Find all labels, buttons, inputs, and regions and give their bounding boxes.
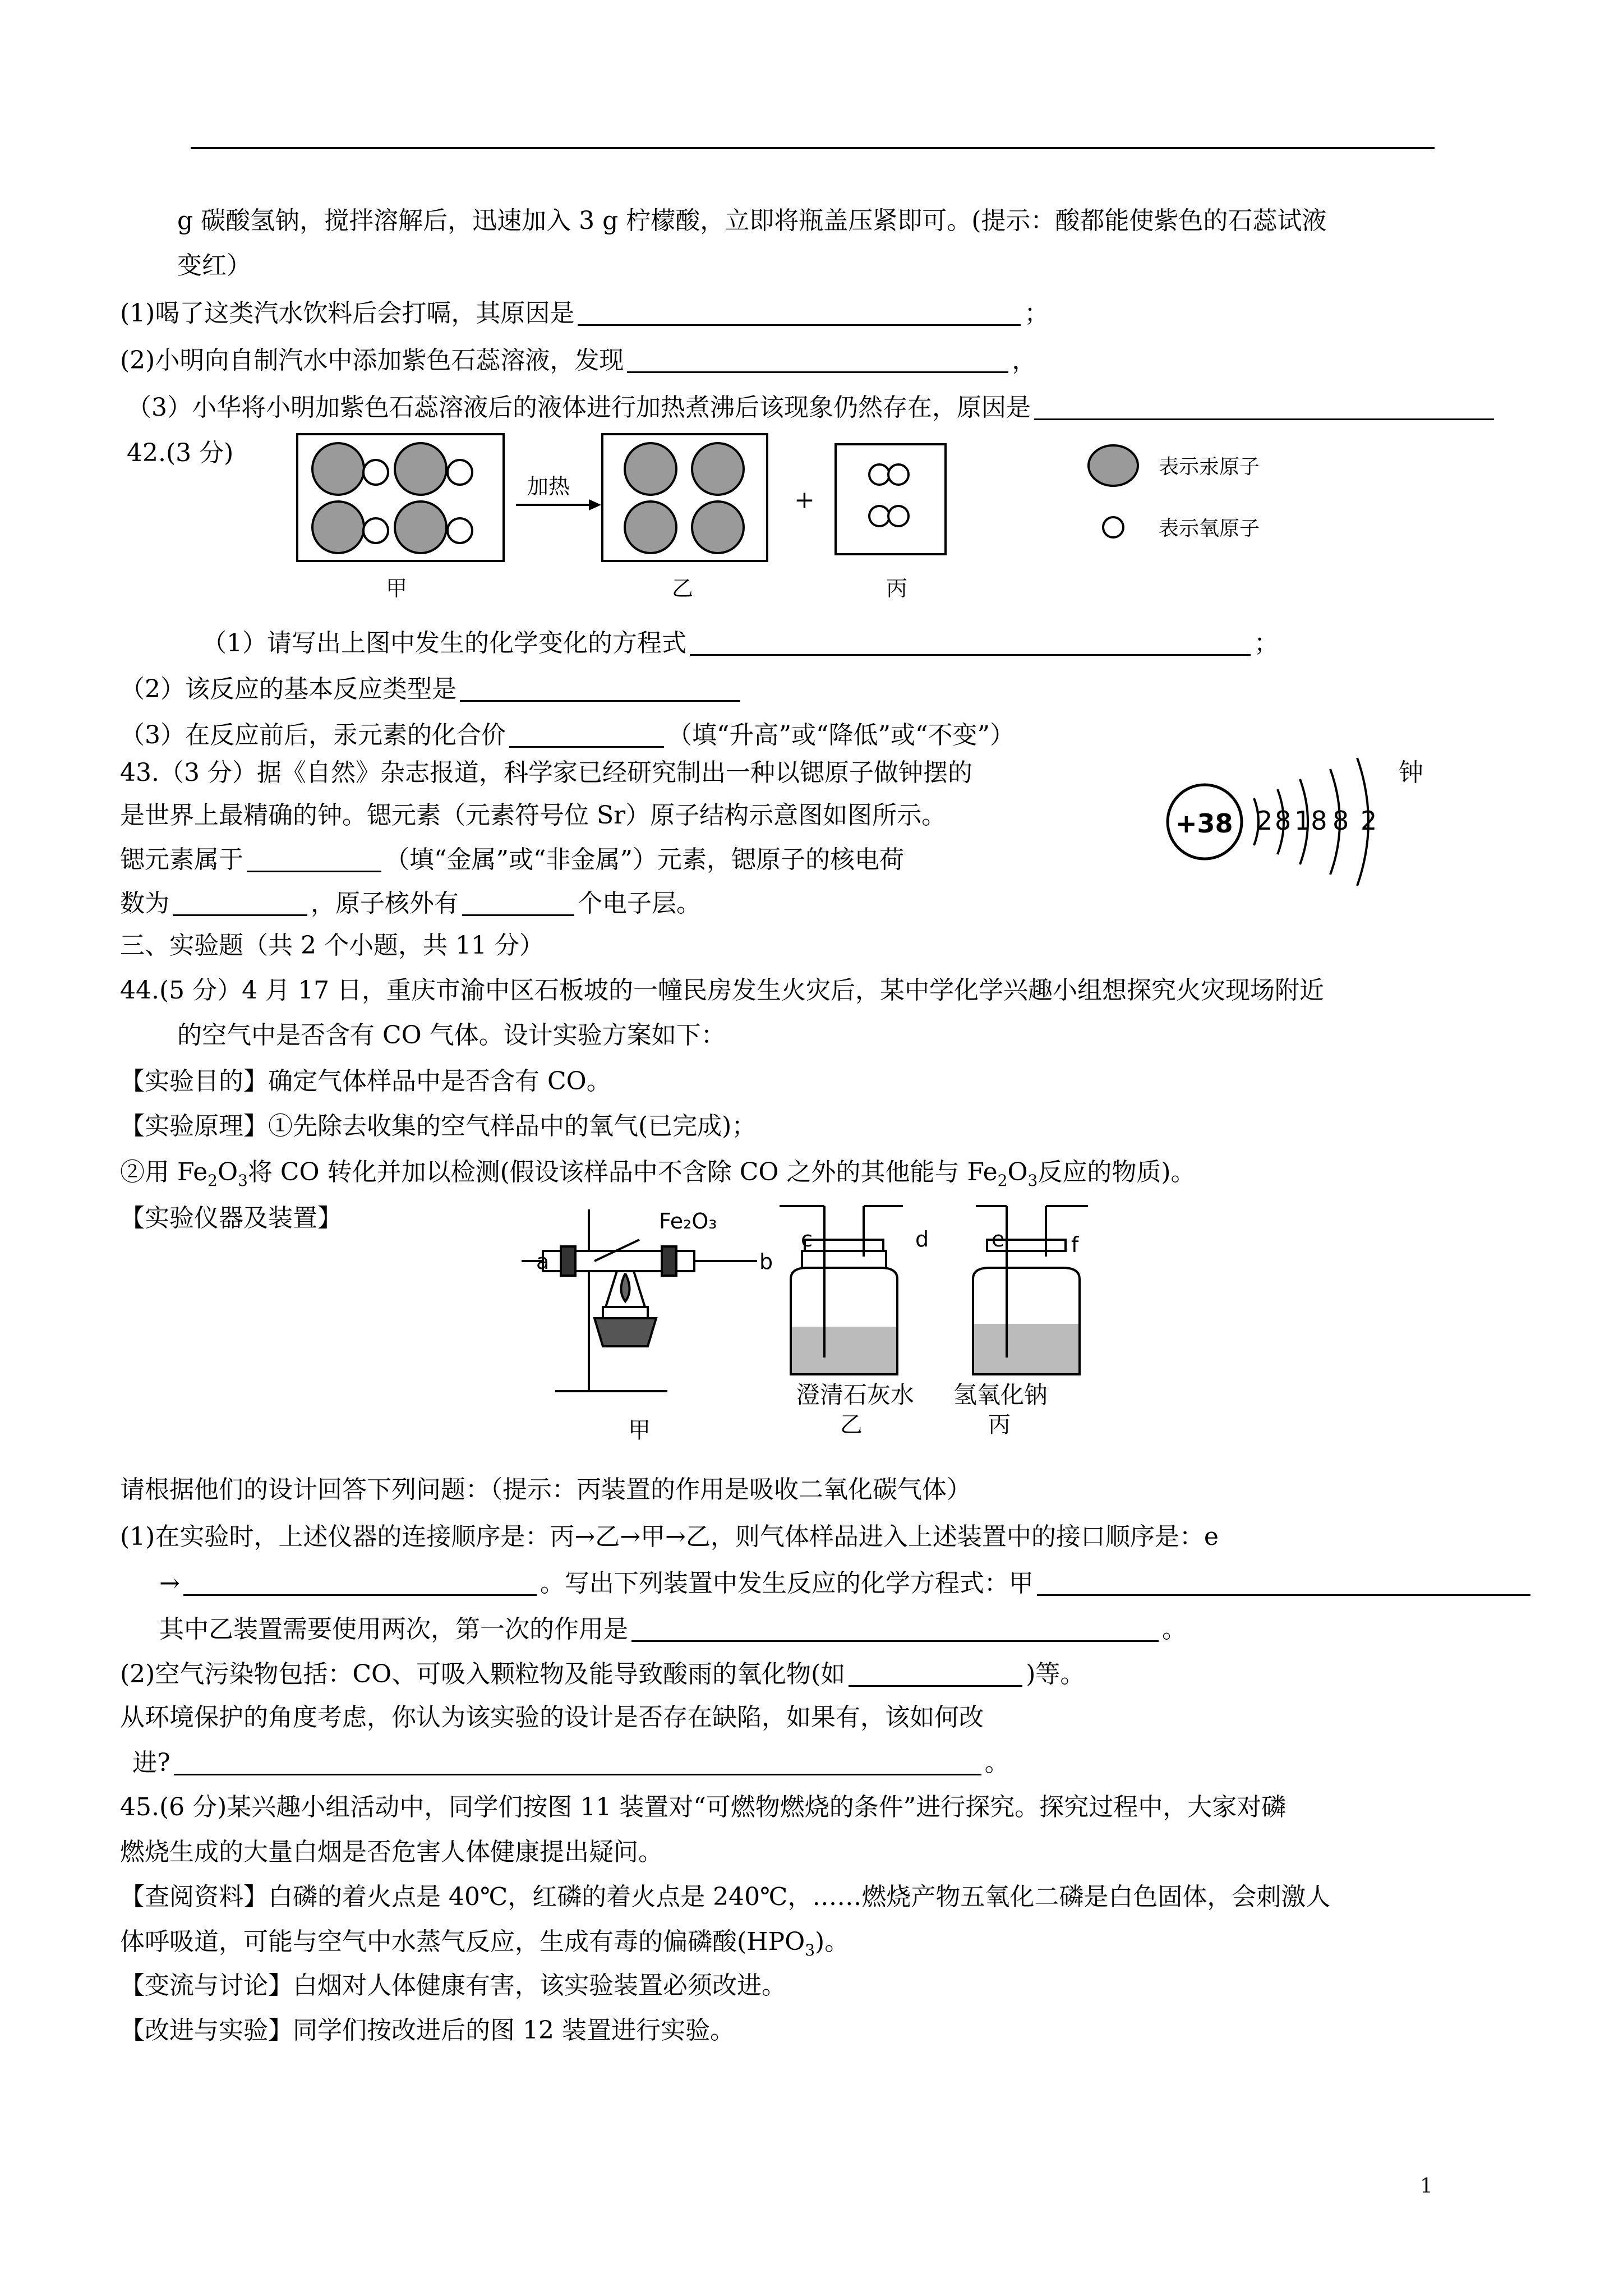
q45-line4: 体呼吸道，可能与空气中水蒸气反应，生成有毒的偏磷酸$(HPO_3)$。 bbox=[120, 1927, 850, 1959]
q45-line2: 燃烧生成的大量白烟是否危害人体健康提出疑问。 bbox=[120, 1838, 663, 1866]
q43-line4: 数为 ，原子核外有 个电子层。 bbox=[120, 889, 701, 918]
q45-line3: 【查阅资料】白磷的着火点是 40℃，红磷的着火点是 240℃，……燃烧产物五氧化二磷是白色固体，会刺激人 bbox=[120, 1883, 1331, 1911]
q45-line6: 【改进与实验】同学们按改进后的图 12 装置进行实验。 bbox=[120, 2016, 735, 2045]
q41-part2: (2)小明向自制汽水中添加紫色石蕊溶液，发现 ， bbox=[120, 346, 1037, 375]
q44-part4: 进? 。 bbox=[132, 1749, 1009, 1777]
q44-part2: (2)空气污染物包括：CO、可吸入颗粒物及能导致酸雨的氧化物(如 )等。 bbox=[120, 1660, 1085, 1688]
label-yi: 乙 bbox=[672, 576, 694, 601]
o2-molecules-bing bbox=[869, 464, 909, 526]
fig-label-jia: 甲 bbox=[628, 1418, 651, 1443]
answer-blank[interactable] bbox=[578, 301, 1021, 326]
q43-line3: 锶元素属于 （填“金属”或“非金属”）元素，锶原子的核电荷 bbox=[120, 845, 904, 874]
q43-line1-end: 钟 bbox=[1399, 758, 1423, 787]
page-number: 1 bbox=[1420, 2175, 1433, 2198]
q44-apparatus-heading: 【实验仪器及装置】 bbox=[120, 1204, 342, 1232]
answer-blank[interactable] bbox=[849, 1662, 1022, 1687]
label-bing: 丙 bbox=[886, 576, 908, 601]
q42-part2: （2）该反应的基本反应类型是 bbox=[120, 677, 744, 702]
answer-blank[interactable] bbox=[1034, 395, 1494, 420]
shell-5: 2 bbox=[1361, 806, 1377, 836]
answer-blank[interactable] bbox=[460, 677, 740, 702]
device-jia bbox=[522, 1209, 757, 1391]
q44-line2: 的空气中是否含有 CO 气体。设计实验方案如下： bbox=[177, 1021, 726, 1050]
answer-blank[interactable] bbox=[627, 348, 1008, 373]
answer-blank[interactable] bbox=[1037, 1571, 1530, 1596]
q44-principle2: ②用 $Fe_2O_3$将 CO 转化并加以检测(假设该样品中不含除 CO 之外的其他能与 $Fe_2O_3$反应的物质)。 bbox=[120, 1158, 1196, 1190]
q44-principle: 【实验原理】①先除去收集的空气样品中的氧气(已完成)； bbox=[120, 1112, 757, 1140]
q42-heading: 42.(3 分) bbox=[127, 439, 234, 467]
box-bing bbox=[836, 444, 946, 554]
q42-part3: （3）在反应前后，汞元素的化合价 （填“升高”或“降低”或“不变”） bbox=[120, 721, 1015, 749]
fig-limewater-label: 澄清石灰水 bbox=[796, 1381, 915, 1409]
fig-label-bing: 丙 bbox=[988, 1412, 1011, 1438]
shell-4: 8 bbox=[1332, 806, 1349, 836]
box-yi bbox=[602, 434, 767, 561]
shell-1: 2 bbox=[1256, 806, 1273, 836]
fig-port-e: e bbox=[992, 1227, 1005, 1251]
q44-part1-line2: → 。写出下列装置中发生反应的化学方程式：甲 bbox=[159, 1571, 1534, 1596]
q43-line1: 43.（3 分）据《自然》杂志报道，科学家已经研究制出一种以锶原子做钟摆的 bbox=[120, 758, 972, 787]
answer-blank[interactable] bbox=[509, 723, 664, 748]
q44-part3: 从环境保护的角度考虑，你认为该实验的设计是否存在缺陷，如果有，该如何改 bbox=[120, 1703, 984, 1732]
legend-icons bbox=[1089, 445, 1138, 537]
header-rule bbox=[191, 147, 1435, 149]
q45-line1: 45.(6 分)某兴趣小组活动中，同学们按图 11 装置对“可燃物燃烧的条件”进行探究。探究过程中，大家对磷 bbox=[120, 1793, 1287, 1821]
label-jia: 甲 bbox=[386, 576, 408, 601]
answer-blank[interactable] bbox=[690, 631, 1251, 656]
fig-naoh-label: 氢氧化钠 bbox=[953, 1381, 1048, 1409]
fig-fe2o3-label: Fe₂O₃ bbox=[659, 1209, 717, 1234]
hg-atoms-yi bbox=[625, 443, 744, 553]
fig-port-a: a bbox=[536, 1249, 550, 1274]
q41-part1: (1)喝了这类汽水饮料后会打嗝，其原因是 ； bbox=[120, 299, 1049, 328]
q43-line2: 是世界上最精确的钟。锶元素（元素符号位 Sr）原子结构示意图如图所示。 bbox=[120, 801, 947, 830]
heating-arrow bbox=[516, 499, 601, 510]
device-bing bbox=[973, 1206, 1088, 1374]
answer-blank[interactable] bbox=[631, 1617, 1159, 1642]
hgo-molecules-jia bbox=[312, 443, 472, 553]
q45-line5: 【变流与讨论】白烟对人体健康有害，该实验装置必须改进。 bbox=[120, 1971, 786, 2000]
arrow-label: 加热 bbox=[527, 474, 570, 499]
plus-sign: + bbox=[794, 486, 815, 514]
q44-ask: 请根据他们的设计回答下列问题：（提示：丙装置的作用是吸收二氧化碳气体） bbox=[120, 1475, 971, 1504]
fig-port-d: d bbox=[915, 1227, 929, 1251]
q41-line1: g 碳酸氢钠，搅拌溶解后，迅速加入 3 g 柠檬酸，立即将瓶盖压紧即可。(提示：酸都能使紫色的石蕊试液 bbox=[177, 206, 1327, 235]
answer-blank[interactable] bbox=[247, 847, 381, 872]
apparatus-figure bbox=[533, 1206, 1127, 1453]
legend-oxygen: 表示氧原子 bbox=[1159, 517, 1260, 540]
legend-mercury: 表示汞原子 bbox=[1159, 455, 1260, 478]
q44-goal: 【实验目的】确定气体样品中是否含有 CO。 bbox=[120, 1067, 611, 1096]
device-yi bbox=[780, 1206, 903, 1374]
q44-line1: 44.(5 分）4 月 17 日，重庆市渝中区石板坡的一幢民房发生火灾后，某中学化学兴趣小组想探究火灾现场附近 bbox=[120, 976, 1325, 1005]
q44-part1-line3: 其中乙装置需要使用两次，第一次的作用是 。 bbox=[159, 1615, 1187, 1644]
answer-blank[interactable] bbox=[173, 891, 307, 916]
q41-part3: （3）小华将小明加紫色石蕊溶液后的液体进行加热煮沸后该现象仍然存在，原因是 bbox=[127, 395, 1497, 420]
shell-2: 8 bbox=[1275, 806, 1292, 836]
fig-port-b: b bbox=[759, 1249, 773, 1274]
fig-label-yi: 乙 bbox=[840, 1412, 863, 1438]
fig-port-c: c bbox=[801, 1227, 813, 1251]
section-3-heading: 三、实验题（共 2 个小题，共 11 分） bbox=[120, 931, 544, 960]
answer-blank[interactable] bbox=[462, 891, 574, 916]
q42-part1: （1）请写出上图中发生的化学变化的方程式 ； bbox=[202, 629, 1279, 657]
answer-blank[interactable] bbox=[174, 1750, 981, 1775]
q41-line2: 变红） bbox=[177, 251, 251, 280]
answer-blank[interactable] bbox=[183, 1571, 537, 1596]
fig-port-f: f bbox=[1071, 1232, 1079, 1257]
q44-part1: (1)在实验时，上述仪器的连接顺序是：丙→乙→甲→乙，则气体样品进入上述装置中的接口顺序是：e bbox=[120, 1522, 1219, 1551]
nucleus-charge: +38 bbox=[1175, 808, 1233, 839]
shell-3: 18 bbox=[1294, 806, 1327, 836]
